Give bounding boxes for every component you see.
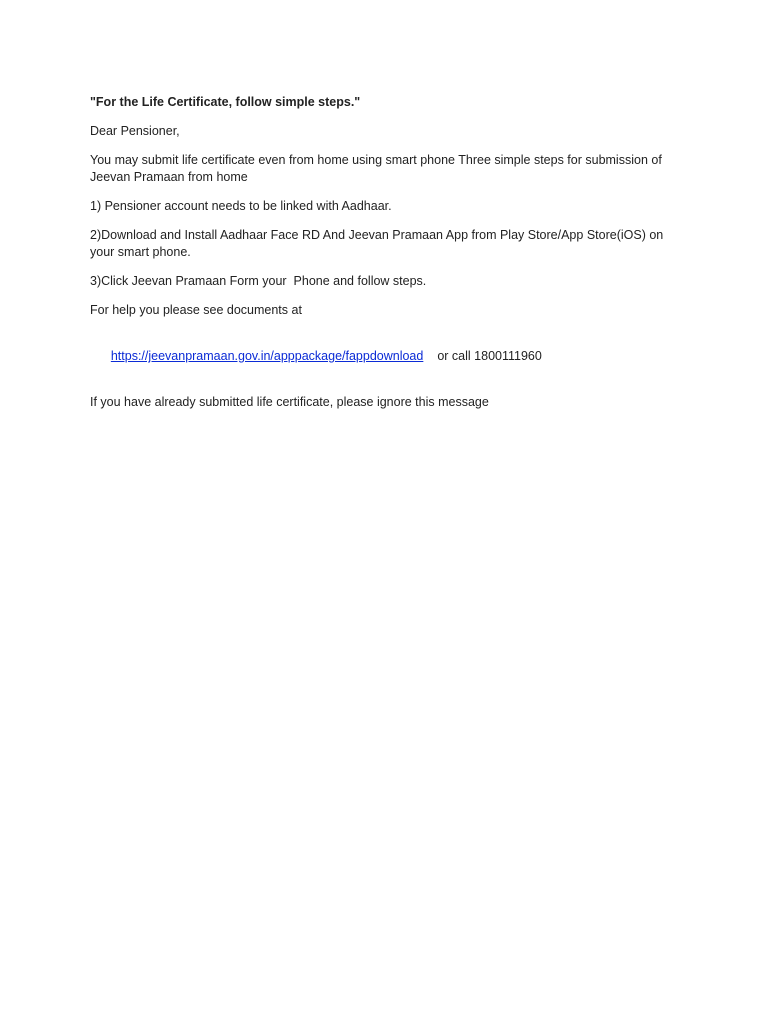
step-2: 2)Download and Install Aadhaar Face RD And Jeevan Pramaan App from Play Store/App Store(iOS) on your smart phone. — [90, 228, 667, 259]
step-1: 1) Pensioner account needs to be linked with Aadhaar. — [90, 199, 392, 213]
help-call: or call 1800111960 — [437, 349, 542, 363]
step-3: 3)Click Jeevan Pramaan Form your Phone and follow steps. — [90, 274, 427, 288]
help-line — [90, 331, 690, 382]
document-heading: "For the Life Certificate, follow simple steps." — [90, 95, 361, 109]
help-text: For help you please see documents at — [90, 303, 302, 317]
closing-paragraph: If you have already submitted life certificate, please ignore this message — [90, 395, 489, 409]
salutation: Dear Pensioner, — [90, 124, 180, 138]
document-body — [90, 94, 690, 423]
intro-paragraph: You may submit life certificate even from home using smart phone Three simple steps for submission of Jeevan Pramaan from home — [90, 153, 666, 184]
help-link[interactable]: https://jeevanpramaan.gov.in/apppackage/fappdownload — [110, 349, 424, 363]
